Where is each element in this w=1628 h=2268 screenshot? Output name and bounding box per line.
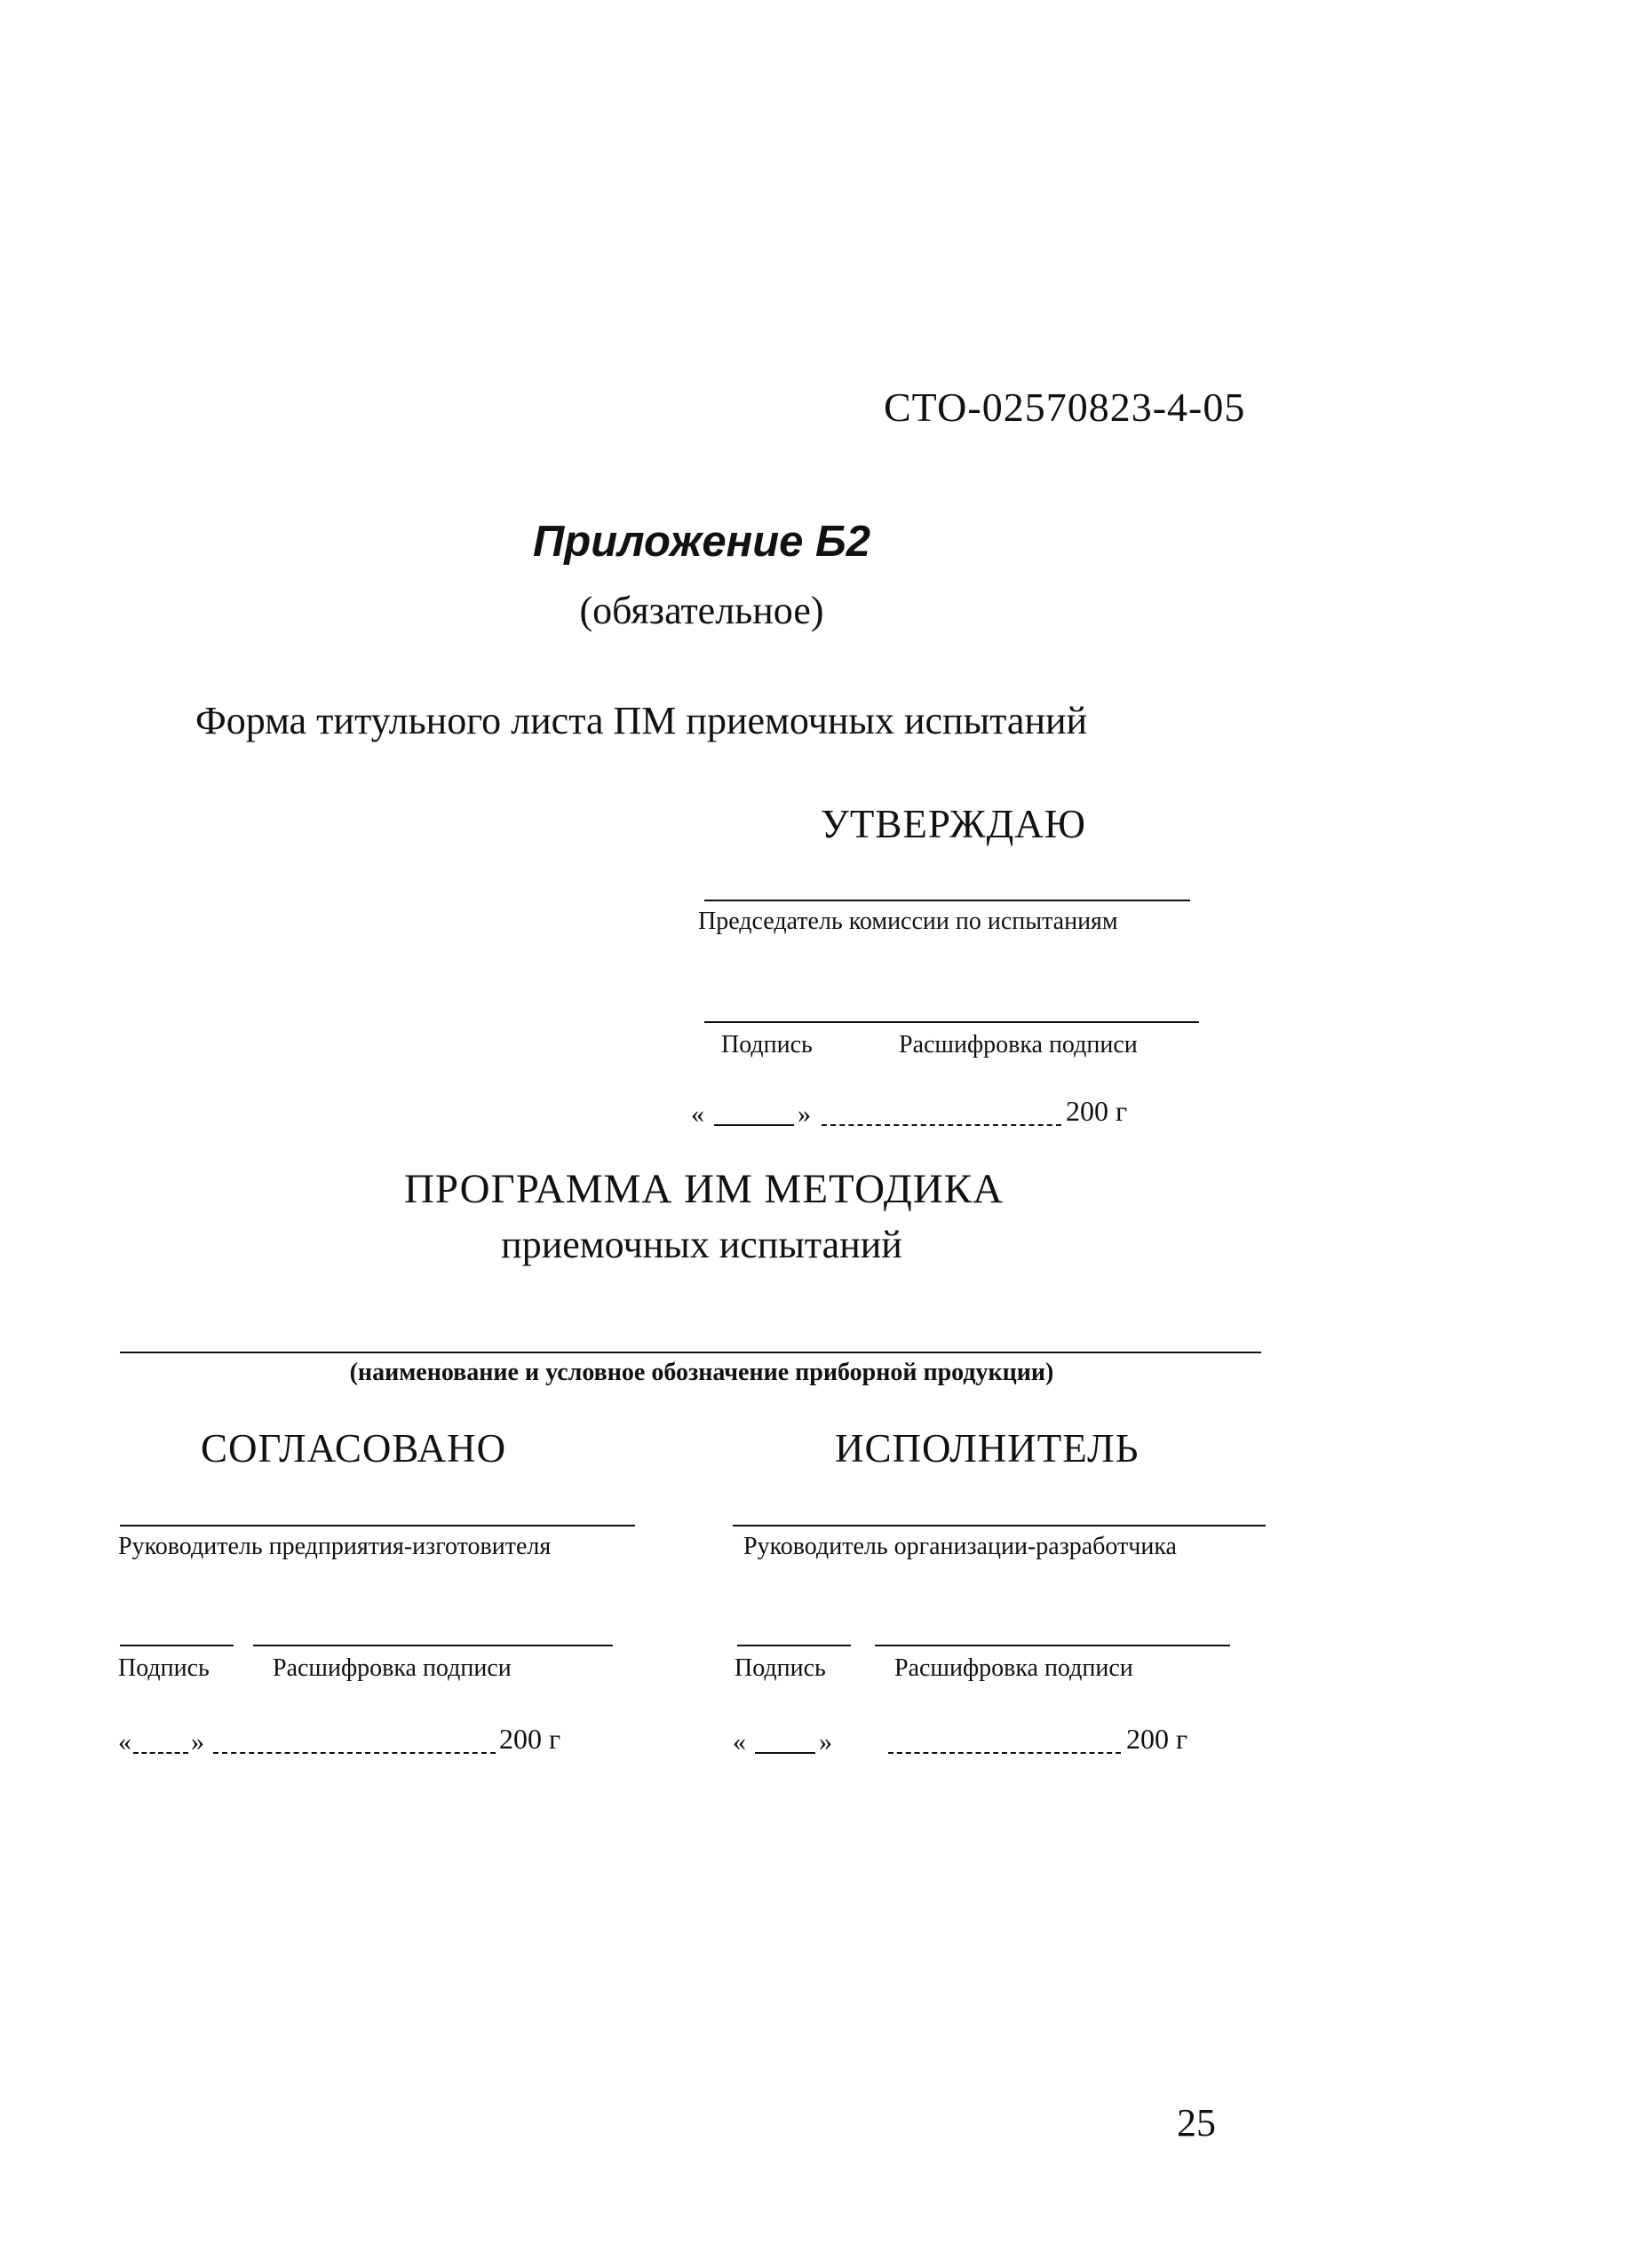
approve-date-day-line <box>714 1124 794 1126</box>
document-code: СТО-02570823-4-05 <box>884 385 1246 430</box>
approve-date-close-quote: » <box>798 1099 811 1129</box>
agreed-signature-label: Подпись <box>118 1654 210 1682</box>
approve-signature-label: Подпись <box>721 1031 813 1059</box>
agreed-date-day-line <box>133 1752 188 1754</box>
executor-decode-label: Расшифровка подписи <box>894 1654 1133 1682</box>
product-name-line <box>120 1352 1261 1353</box>
agreed-signature-line <box>120 1645 234 1646</box>
agreed-role-line <box>120 1525 635 1527</box>
agreed-decode-line <box>253 1645 613 1646</box>
agreed-date-open-quote: « <box>118 1727 131 1757</box>
executor-title: ИСПОЛНИТЕЛЬ <box>835 1426 1140 1471</box>
executor-signature-label: Подпись <box>735 1654 826 1682</box>
executor-date-close-quote: » <box>819 1727 832 1757</box>
form-title: Форма титульного листа ПМ приемочных испытаний <box>195 699 1088 742</box>
agreed-decode-label: Расшифровка подписи <box>273 1654 512 1682</box>
approve-title: УТВЕРЖДАЮ <box>821 802 1087 846</box>
agreed-date-close-quote: » <box>191 1727 204 1757</box>
program-title: ПРОГРАММА ИМ МЕТОДИКА <box>403 1166 1005 1212</box>
executor-date-open-quote: « <box>733 1727 746 1757</box>
approve-year: 200 г <box>1066 1095 1128 1127</box>
executor-role-line <box>733 1525 1266 1527</box>
appendix-note: (обязательное) <box>579 589 824 632</box>
agreed-role-caption: Руководитель предприятия-изготовителя <box>118 1533 552 1560</box>
approve-role-line <box>704 900 1190 901</box>
approve-signature-line <box>704 1021 1199 1023</box>
agreed-year: 200 г <box>499 1723 561 1755</box>
agreed-date-month-line <box>213 1752 496 1754</box>
page-number: 25 <box>1177 2101 1216 2145</box>
agreed-title: СОГЛАСОВАНО <box>201 1426 507 1471</box>
approve-role-caption: Председатель комиссии по испытаниям <box>698 908 1118 935</box>
program-subtitle: приемочных испытаний <box>501 1223 902 1266</box>
executor-signature-line <box>737 1645 851 1646</box>
approve-date-month-line <box>822 1124 1061 1126</box>
executor-date-day-line <box>755 1752 815 1754</box>
executor-year: 200 г <box>1126 1723 1188 1755</box>
approve-decode-label: Расшифровка подписи <box>899 1031 1138 1059</box>
executor-decode-line <box>875 1645 1230 1646</box>
product-name-caption: (наименование и условное обозначение приборной продукции) <box>349 1359 1054 1386</box>
approve-date-open-quote: « <box>691 1099 704 1129</box>
appendix-title: Приложение Б2 <box>533 518 870 566</box>
executor-date-month-line <box>888 1752 1121 1754</box>
executor-role-caption: Руководитель организации-разработчика <box>743 1533 1177 1560</box>
